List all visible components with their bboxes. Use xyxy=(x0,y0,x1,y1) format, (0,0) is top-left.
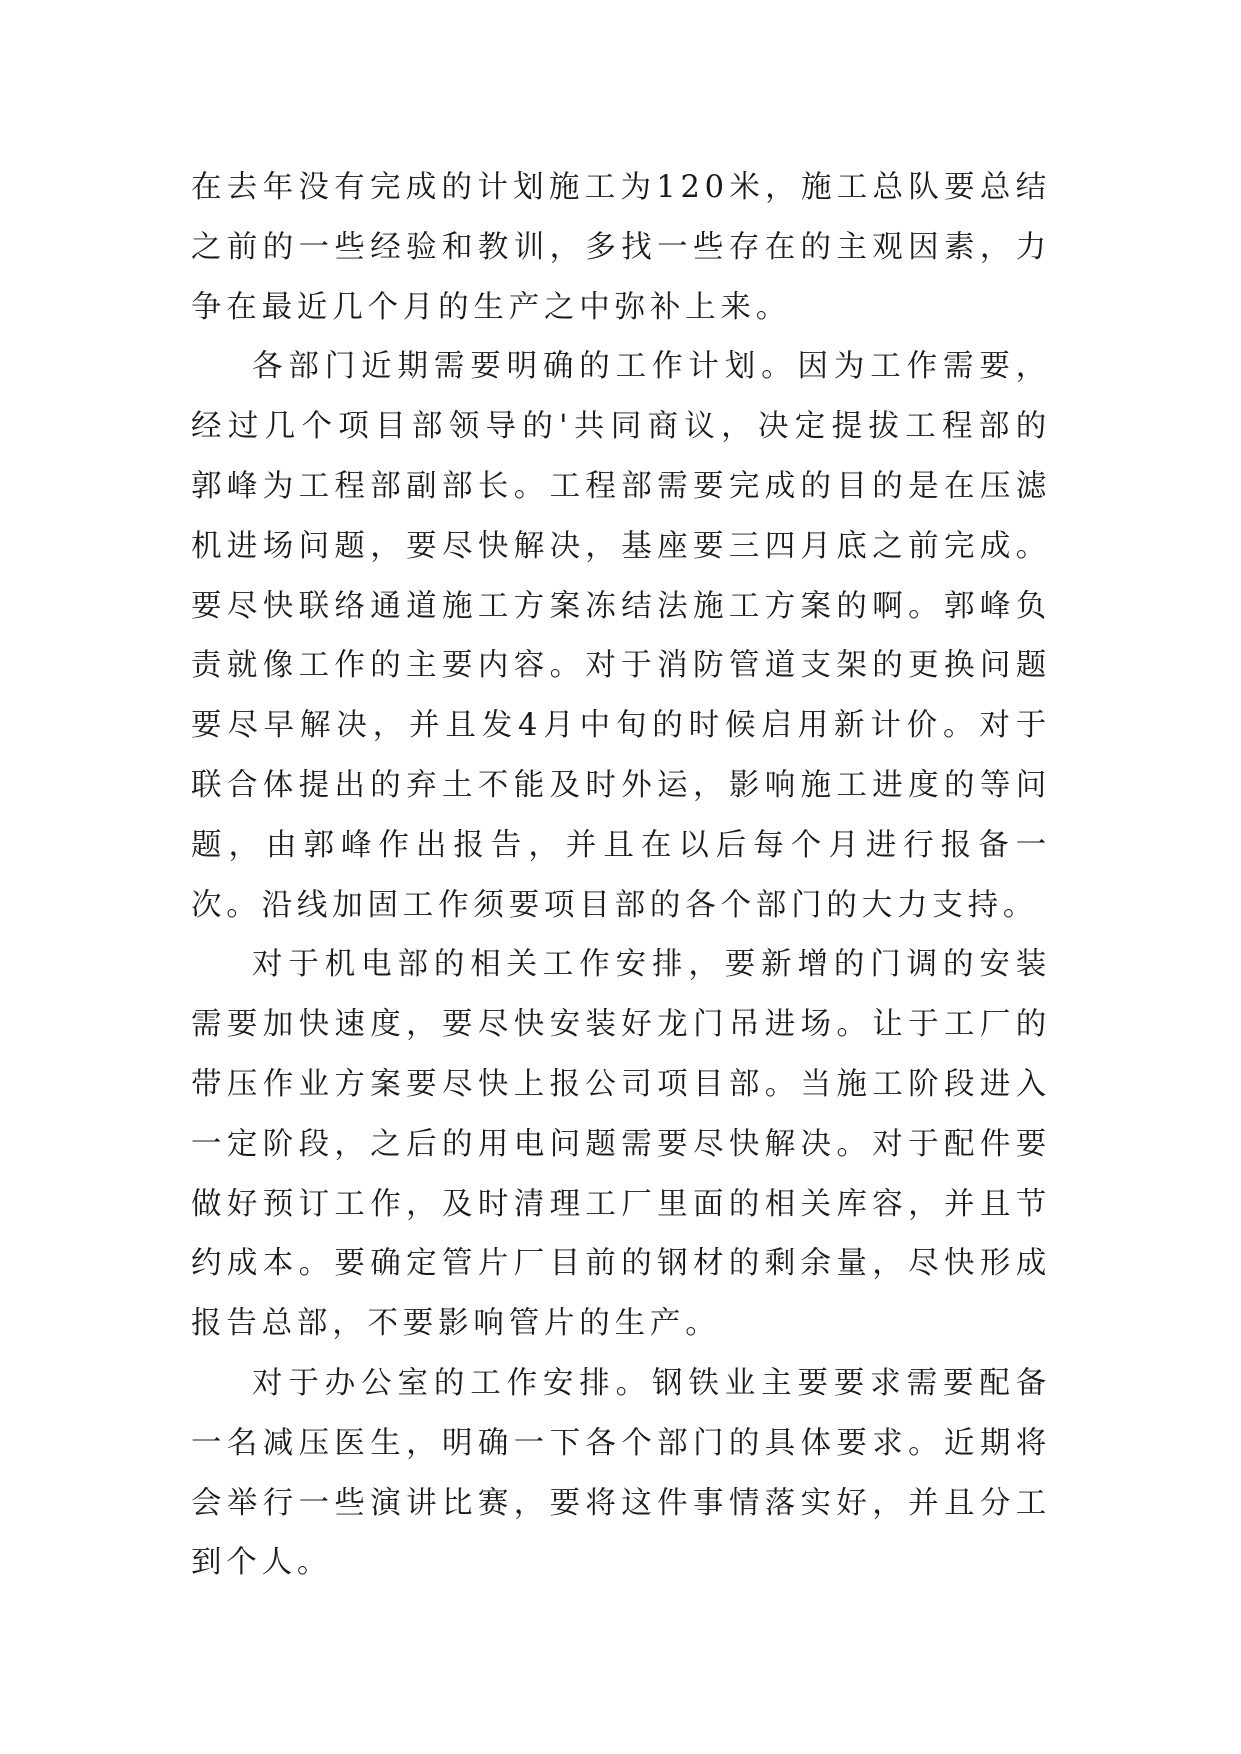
paragraph-department-plans: 各部门近期需要明确的工作计划。因为工作需要，经过几个项目部领导的'共同商议，决定提拔工程部的郭峰为工程部副部长。工程部需要完成的目的是在压滤机进场问题，要尽快解决，基座要三四月底之前完成。要尽快联络通道施工方案冻结法施工方案的啊。郭峰负责就像工作的主要内容。对于消防管道支架的更换问题要尽早解决，并且发4月中旬的时候启用新计价。对于联合体提出的弃土不能及时外运，影响施工进度的等问题，由郭峰作出报告，并且在以后每个月进行报备一次。沿线加固工作须要项目部的各个部门的大力支持。 xyxy=(191,349,1051,923)
paragraph-construction-plan: 在去年没有完成的计划施工为120米，施工总队要总结之前的一些经验和教训，多找一些存在的主观因素，力争在最近几个月的生产之中弥补上来。 xyxy=(191,170,1051,325)
paragraph-office-arrangements: 对于办公室的工作安排。钢铁业主要要求需要配备一名减压医生，明确一下各个部门的具体要求。近期将会举行一些演讲比赛，要将这件事情落实好，并且分工到个人。 xyxy=(191,1365,1051,1581)
paragraph-electromechanical-dept: 对于机电部的相关工作安排，要新增的门调的安装需要加快速度，要尽快安装好龙门吊进场。让于工厂的带压作业方案要尽快上报公司项目部。当施工阶段进入一定阶段，之后的用电问题需要尽快解决。对于配件要做好预订工作，及时清理工厂里面的相关库容，并且节约成本。要确定管片厂目前的钢材的剩余量，尽快形成报告总部，不要影响管片的生产。 xyxy=(191,947,1051,1342)
document-body xyxy=(191,158,1051,1593)
